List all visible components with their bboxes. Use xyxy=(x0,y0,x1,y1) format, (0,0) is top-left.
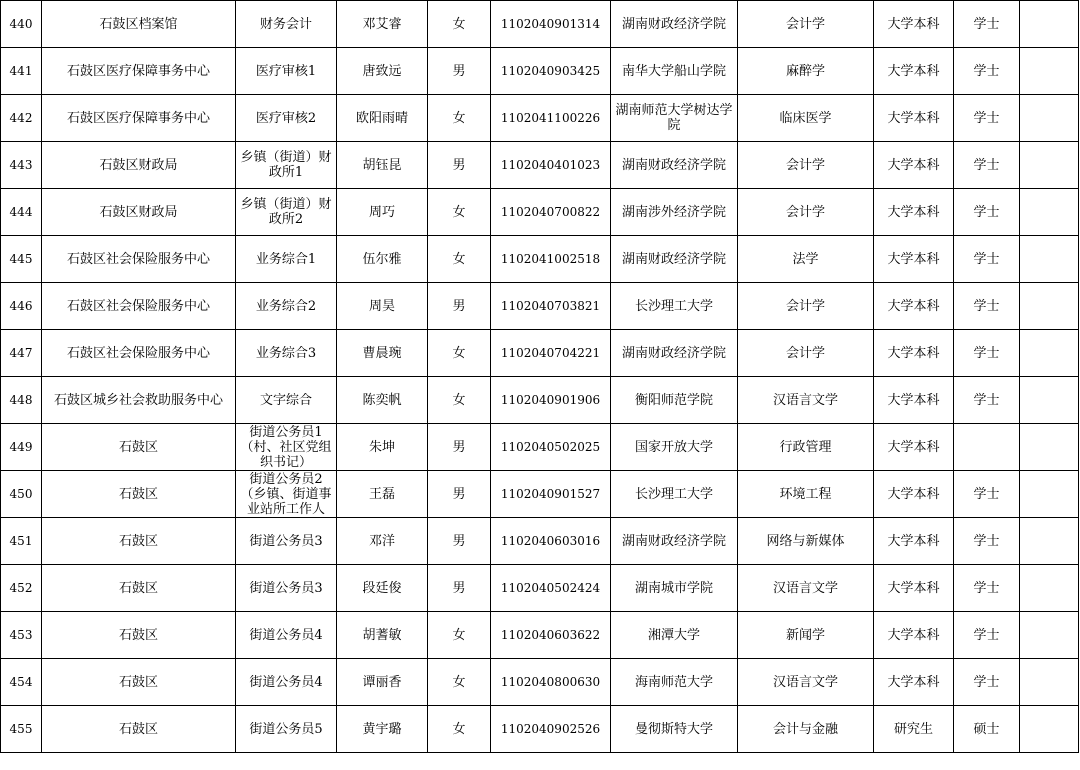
cell-post-text: 乡镇（街道）财政所1 xyxy=(240,150,332,180)
cell-seq: 450 xyxy=(1,471,42,518)
cell-post-text: 街道公务员4 xyxy=(249,627,323,643)
cell-post xyxy=(236,565,337,612)
cell-post xyxy=(236,659,337,706)
cell-school: 曼彻斯特大学 xyxy=(611,706,738,753)
cell-name: 陈奕帆 xyxy=(337,377,428,424)
cell-name: 段廷俊 xyxy=(337,565,428,612)
cell-post xyxy=(236,518,337,565)
cell-name: 曹晨琬 xyxy=(337,330,428,377)
cell-school: 湖南财政经济学院 xyxy=(611,518,738,565)
cell-name: 周巧 xyxy=(337,189,428,236)
cell-major: 麻醉学 xyxy=(738,48,874,95)
cell-school: 湖南财政经济学院 xyxy=(611,330,738,377)
cell-major: 会计学 xyxy=(738,142,874,189)
cell-seq: 447 xyxy=(1,330,42,377)
cell-post-text: 街道公务员3 xyxy=(249,580,323,596)
cell-name: 黄宇璐 xyxy=(337,706,428,753)
cell-post xyxy=(236,1,337,48)
cell-note xyxy=(1020,518,1079,565)
cell-gender: 女 xyxy=(428,1,491,48)
cell-post xyxy=(236,236,337,283)
cell-name: 王磊 xyxy=(337,471,428,518)
cell-exam-id: 1102040502424 xyxy=(491,565,611,612)
cell-post xyxy=(236,189,337,236)
cell-school: 湖南师范大学树达学院 xyxy=(611,95,738,142)
table-row xyxy=(1,1,1079,48)
cell-unit: 石鼓区医疗保障事务中心 xyxy=(42,95,236,142)
cell-post-text: 业务综合1 xyxy=(255,251,317,267)
table-row xyxy=(1,565,1079,612)
cell-school: 湖南财政经济学院 xyxy=(611,1,738,48)
cell-major: 行政管理 xyxy=(738,424,874,471)
table-row xyxy=(1,659,1079,706)
cell-school: 湘潭大学 xyxy=(611,612,738,659)
cell-seq: 453 xyxy=(1,612,42,659)
cell-exam-id: 1102040603016 xyxy=(491,518,611,565)
cell-gender: 女 xyxy=(428,330,491,377)
cell-post-text: 街道公务员5 xyxy=(249,721,323,737)
cell-school: 湖南城市学院 xyxy=(611,565,738,612)
cell-gender: 女 xyxy=(428,95,491,142)
cell-unit: 石鼓区社会保险服务中心 xyxy=(42,330,236,377)
cell-seq: 448 xyxy=(1,377,42,424)
cell-degree: 学士 xyxy=(954,330,1020,377)
cell-post xyxy=(236,706,337,753)
cell-post-text: 医疗审核1 xyxy=(255,63,317,79)
table-row xyxy=(1,612,1079,659)
cell-education: 大学本科 xyxy=(874,518,954,565)
cell-note xyxy=(1020,142,1079,189)
cell-seq: 440 xyxy=(1,1,42,48)
cell-post-text: 文字综合 xyxy=(259,392,312,408)
cell-note xyxy=(1020,612,1079,659)
cell-exam-id: 1102040901906 xyxy=(491,377,611,424)
cell-note xyxy=(1020,471,1079,518)
cell-school: 湖南财政经济学院 xyxy=(611,236,738,283)
cell-unit: 石鼓区 xyxy=(42,612,236,659)
cell-exam-id: 1102040901527 xyxy=(491,471,611,518)
cell-gender: 男 xyxy=(428,283,491,330)
cell-degree: 学士 xyxy=(954,283,1020,330)
cell-education: 大学本科 xyxy=(874,377,954,424)
cell-school: 长沙理工大学 xyxy=(611,471,738,518)
cell-exam-id: 1102040903425 xyxy=(491,48,611,95)
cell-exam-id: 1102040700822 xyxy=(491,189,611,236)
cell-name: 谭丽香 xyxy=(337,659,428,706)
cell-name: 邓洋 xyxy=(337,518,428,565)
cell-seq: 449 xyxy=(1,424,42,471)
cell-gender: 女 xyxy=(428,236,491,283)
table-row xyxy=(1,236,1079,283)
cell-seq: 452 xyxy=(1,565,42,612)
cell-unit: 石鼓区 xyxy=(42,518,236,565)
cell-major: 汉语言文学 xyxy=(738,377,874,424)
cell-seq: 441 xyxy=(1,48,42,95)
cell-post xyxy=(236,95,337,142)
cell-degree: 学士 xyxy=(954,48,1020,95)
cell-education: 研究生 xyxy=(874,706,954,753)
cell-note xyxy=(1020,189,1079,236)
cell-exam-id: 1102041002518 xyxy=(491,236,611,283)
cell-seq: 442 xyxy=(1,95,42,142)
cell-post-text: 业务综合2 xyxy=(255,298,317,314)
cell-gender: 男 xyxy=(428,565,491,612)
cell-note xyxy=(1020,48,1079,95)
table-row xyxy=(1,48,1079,95)
cell-gender: 男 xyxy=(428,48,491,95)
table-row xyxy=(1,471,1079,518)
cell-post-text: 乡镇（街道）财政所2 xyxy=(240,197,332,227)
cell-degree: 学士 xyxy=(954,471,1020,518)
cell-note xyxy=(1020,95,1079,142)
cell-gender: 女 xyxy=(428,659,491,706)
table-row xyxy=(1,518,1079,565)
cell-seq: 444 xyxy=(1,189,42,236)
cell-name: 唐致远 xyxy=(337,48,428,95)
cell-exam-id: 1102040502025 xyxy=(491,424,611,471)
cell-degree: 学士 xyxy=(954,189,1020,236)
cell-gender: 女 xyxy=(428,377,491,424)
table-row xyxy=(1,330,1079,377)
cell-exam-id: 1102040800630 xyxy=(491,659,611,706)
cell-seq: 454 xyxy=(1,659,42,706)
cell-unit: 石鼓区城乡社会救助服务中心 xyxy=(42,377,236,424)
cell-gender: 男 xyxy=(428,518,491,565)
cell-degree: 硕士 xyxy=(954,706,1020,753)
cell-major: 新闻学 xyxy=(738,612,874,659)
cell-gender: 男 xyxy=(428,424,491,471)
cell-gender: 女 xyxy=(428,706,491,753)
cell-unit: 石鼓区医疗保障事务中心 xyxy=(42,48,236,95)
cell-name: 朱坤 xyxy=(337,424,428,471)
cell-exam-id: 1102040704221 xyxy=(491,330,611,377)
cell-gender: 女 xyxy=(428,612,491,659)
cell-seq: 445 xyxy=(1,236,42,283)
cell-education: 大学本科 xyxy=(874,612,954,659)
cell-name: 胡蓍敏 xyxy=(337,612,428,659)
cell-school: 长沙理工大学 xyxy=(611,283,738,330)
cell-education: 大学本科 xyxy=(874,236,954,283)
cell-major: 临床医学 xyxy=(738,95,874,142)
cell-seq: 443 xyxy=(1,142,42,189)
cell-name: 伍尔雅 xyxy=(337,236,428,283)
cell-education: 大学本科 xyxy=(874,565,954,612)
cell-note xyxy=(1020,424,1079,471)
cell-major: 法学 xyxy=(738,236,874,283)
cell-unit: 石鼓区社会保险服务中心 xyxy=(42,236,236,283)
cell-seq: 451 xyxy=(1,518,42,565)
cell-major: 会计与金融 xyxy=(738,706,874,753)
cell-post xyxy=(236,48,337,95)
cell-post-text: 医疗审核2 xyxy=(255,110,317,126)
cell-exam-id: 1102040901314 xyxy=(491,1,611,48)
cell-major: 会计学 xyxy=(738,283,874,330)
cell-note xyxy=(1020,565,1079,612)
cell-degree: 学士 xyxy=(954,518,1020,565)
cell-post xyxy=(236,283,337,330)
cell-degree: 学士 xyxy=(954,612,1020,659)
cell-note xyxy=(1020,377,1079,424)
cell-degree xyxy=(954,424,1020,471)
cell-note xyxy=(1020,283,1079,330)
cell-major: 网络与新媒体 xyxy=(738,518,874,565)
cell-post-text: 业务综合3 xyxy=(255,345,317,361)
table-row xyxy=(1,95,1079,142)
cell-degree: 学士 xyxy=(954,377,1020,424)
cell-education: 大学本科 xyxy=(874,330,954,377)
cell-school: 衡阳师范学院 xyxy=(611,377,738,424)
cell-name: 周昊 xyxy=(337,283,428,330)
cell-education: 大学本科 xyxy=(874,659,954,706)
cell-education: 大学本科 xyxy=(874,424,954,471)
cell-note xyxy=(1020,236,1079,283)
cell-post xyxy=(236,612,337,659)
cell-note xyxy=(1020,330,1079,377)
cell-school: 湖南涉外经济学院 xyxy=(611,189,738,236)
cell-post xyxy=(236,377,337,424)
cell-school: 国家开放大学 xyxy=(611,424,738,471)
cell-school: 海南师范大学 xyxy=(611,659,738,706)
table-row xyxy=(1,142,1079,189)
cell-education: 大学本科 xyxy=(874,189,954,236)
cell-major: 会计学 xyxy=(738,189,874,236)
cell-post xyxy=(236,424,337,471)
cell-education: 大学本科 xyxy=(874,48,954,95)
cell-note xyxy=(1020,706,1079,753)
cell-post-text: 街道公务员1（村、社区党组织书记） xyxy=(240,424,332,470)
cell-degree: 学士 xyxy=(954,95,1020,142)
cell-seq: 446 xyxy=(1,283,42,330)
cell-post xyxy=(236,471,337,518)
cell-major: 会计学 xyxy=(738,330,874,377)
cell-unit: 石鼓区 xyxy=(42,565,236,612)
cell-post-text: 街道公务员3 xyxy=(249,533,323,549)
cell-school: 湖南财政经济学院 xyxy=(611,142,738,189)
cell-major: 会计学 xyxy=(738,1,874,48)
cell-education: 大学本科 xyxy=(874,142,954,189)
table-row xyxy=(1,377,1079,424)
cell-unit: 石鼓区 xyxy=(42,471,236,518)
cell-education: 大学本科 xyxy=(874,95,954,142)
cell-exam-id: 1102040401023 xyxy=(491,142,611,189)
cell-education: 大学本科 xyxy=(874,1,954,48)
cell-unit: 石鼓区 xyxy=(42,659,236,706)
cell-degree: 学士 xyxy=(954,565,1020,612)
cell-education: 大学本科 xyxy=(874,471,954,518)
cell-major: 汉语言文学 xyxy=(738,659,874,706)
cell-unit: 石鼓区 xyxy=(42,706,236,753)
table-row xyxy=(1,189,1079,236)
cell-post xyxy=(236,142,337,189)
cell-unit: 石鼓区社会保险服务中心 xyxy=(42,283,236,330)
cell-name: 邓艾睿 xyxy=(337,1,428,48)
cell-unit: 石鼓区 xyxy=(42,424,236,471)
cell-gender: 女 xyxy=(428,189,491,236)
table-row xyxy=(1,283,1079,330)
cell-exam-id: 1102040703821 xyxy=(491,283,611,330)
cell-major: 环境工程 xyxy=(738,471,874,518)
cell-major: 汉语言文学 xyxy=(738,565,874,612)
cell-note xyxy=(1020,659,1079,706)
cell-exam-id: 1102041100226 xyxy=(491,95,611,142)
cell-post-text: 街道公务员2（乡镇、街道事业站所工作人 xyxy=(240,471,332,517)
cell-degree: 学士 xyxy=(954,142,1020,189)
cell-degree: 学士 xyxy=(954,1,1020,48)
cell-gender: 男 xyxy=(428,471,491,518)
cell-education: 大学本科 xyxy=(874,283,954,330)
cell-note xyxy=(1020,1,1079,48)
cell-exam-id: 1102040603622 xyxy=(491,612,611,659)
cell-name: 胡钰昆 xyxy=(337,142,428,189)
cell-unit: 石鼓区财政局 xyxy=(42,142,236,189)
cell-school: 南华大学船山学院 xyxy=(611,48,738,95)
cell-degree: 学士 xyxy=(954,236,1020,283)
cell-exam-id: 1102040902526 xyxy=(491,706,611,753)
table-row xyxy=(1,424,1079,471)
cell-gender: 男 xyxy=(428,142,491,189)
table-row xyxy=(1,706,1079,753)
cell-unit: 石鼓区财政局 xyxy=(42,189,236,236)
cell-degree: 学士 xyxy=(954,659,1020,706)
cell-post-text: 街道公务员4 xyxy=(249,674,323,690)
roster-body xyxy=(1,1,1079,753)
cell-post xyxy=(236,330,337,377)
cell-seq: 455 xyxy=(1,706,42,753)
cell-post-text: 财务会计 xyxy=(259,16,312,32)
cell-name: 欧阳雨晴 xyxy=(337,95,428,142)
cell-unit: 石鼓区档案馆 xyxy=(42,1,236,48)
